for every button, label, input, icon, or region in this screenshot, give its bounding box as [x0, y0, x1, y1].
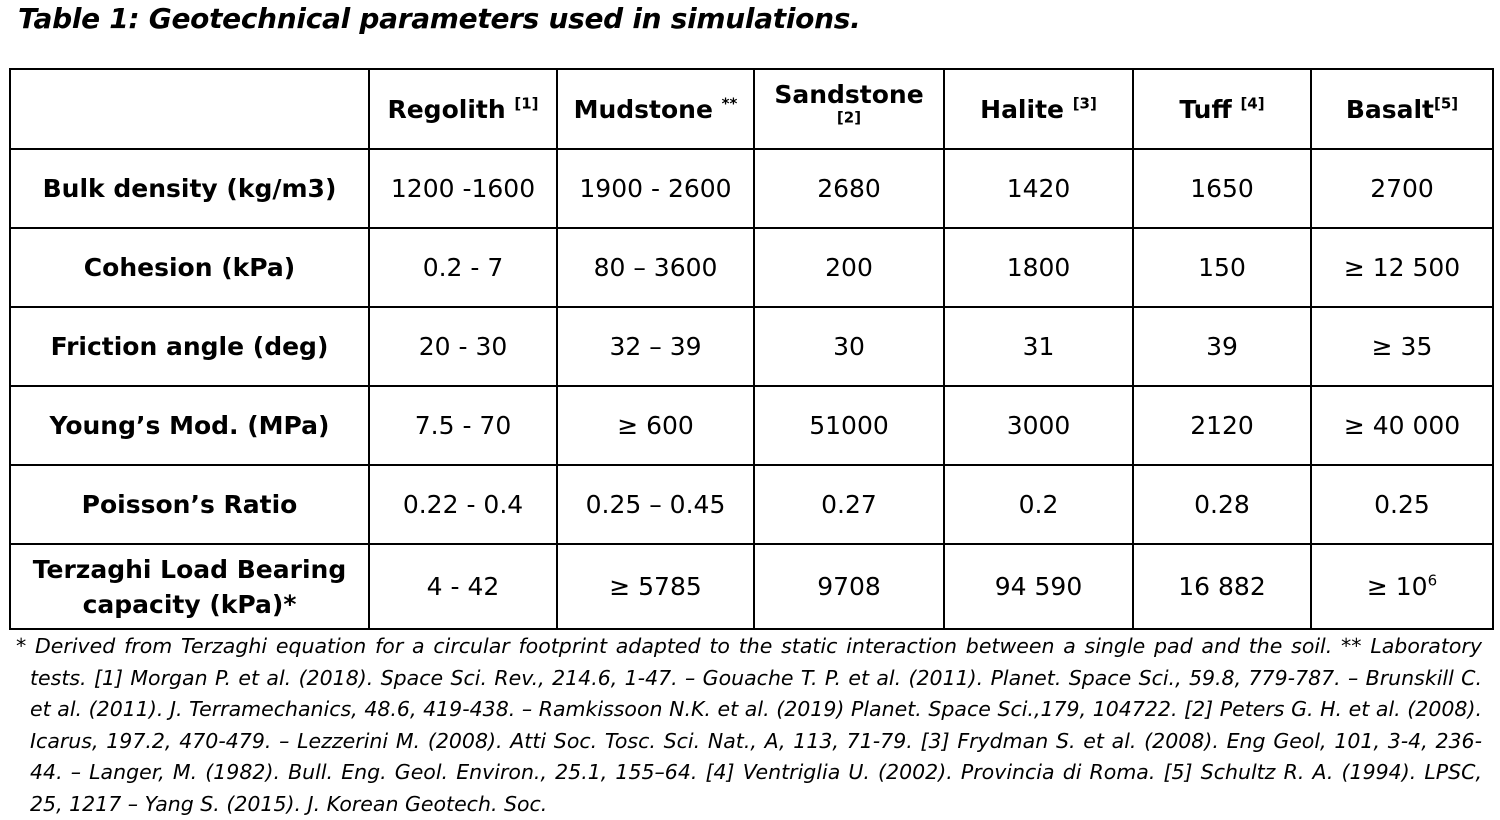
- row-label: Friction angle (deg): [10, 307, 369, 386]
- table-cell: 1650: [1133, 149, 1311, 228]
- table-cell: 39: [1133, 307, 1311, 386]
- row-label: Young’s Mod. (MPa): [10, 386, 369, 465]
- row-label: Poisson’s Ratio: [10, 465, 369, 544]
- table-cell: 20 - 30: [369, 307, 557, 386]
- table-cell: 80 – 3600: [557, 228, 754, 307]
- table-cell: 94 590: [944, 544, 1133, 629]
- row-label: Cohesion (kPa): [10, 228, 369, 307]
- table-cell: 0.22 - 0.4: [369, 465, 557, 544]
- table-caption: Table 1: Geotechnical parameters used in simulations.: [18, 2, 861, 35]
- table-row-terzaghi-capacity: [10, 544, 1493, 629]
- table-cell: 2700: [1311, 149, 1493, 228]
- table-cell: 16 882: [1133, 544, 1311, 629]
- exponent: 6: [1427, 571, 1438, 590]
- column-header-regolith: Regolith [1]: [369, 69, 557, 149]
- table-header-row: [10, 69, 1493, 149]
- table-cell: 0.25: [1311, 465, 1493, 544]
- table-cell: 1200 -1600: [369, 149, 557, 228]
- table-cell: 0.28: [1133, 465, 1311, 544]
- table-cell: 0.27: [754, 465, 944, 544]
- table-cell: 1900 - 2600: [557, 149, 754, 228]
- row-label: Terzaghi Load Bearing capacity (kPa)*: [10, 544, 369, 629]
- table-row-friction-angle: [10, 307, 1493, 386]
- table-cell: 9708: [754, 544, 944, 629]
- table-cell: 7.5 - 70: [369, 386, 557, 465]
- table-cell: 3000: [944, 386, 1133, 465]
- reference-marker: [3]: [1072, 94, 1097, 113]
- table-cell: 1420: [944, 149, 1133, 228]
- table-cell: 200: [754, 228, 944, 307]
- reference-marker: [2]: [836, 108, 862, 127]
- table-cell: ≥ $10^6$: [1311, 544, 1493, 629]
- reference-marker: **: [721, 94, 738, 113]
- table-cell: 4 - 42: [369, 544, 557, 629]
- column-header-basalt: Basalt[5]: [1311, 69, 1493, 149]
- table-cell: 150: [1133, 228, 1311, 307]
- table-cell: 2120: [1133, 386, 1311, 465]
- table-cell: ≥ 5785: [557, 544, 754, 629]
- table-row-poissons-ratio: [10, 465, 1493, 544]
- table-cell: 1800: [944, 228, 1133, 307]
- table-cell: 2680: [754, 149, 944, 228]
- table-cell: 51000: [754, 386, 944, 465]
- column-header-mudstone: Mudstone **: [557, 69, 754, 149]
- table-cell: 31: [944, 307, 1133, 386]
- table-footnote: * Derived from Terzaghi equation for a circular footprint adapted to the static interaction between a single pad and the soil. ** Laboratory tests. [1] Morgan P. et al. (2018). Space Sci. Rev., 214.6, 1-47. – Gouache T. P. et al. (2011). Planet. Space Sci., 59.8, 779-787. – Brunskill C. et al. (2011). J. Terramechanics, 48.6, 419-438. – Ramkissoon N.K. et al. (2019) Planet. Space Sci.,179, 104722. [2] Peters G. H. et al. (2008). Icarus, 197.2, 470-479. – Lezzerini M. (2008). Atti Soc. Tosc. Sci. Nat., A, 113, 71-79. [3] Frydman S. et al. (2008). Eng Geol, 101, 3-4, 236-44. – Langer, M. (1982). Bull. Eng. Geol. Environ., 25.1, 155–64. [4] Ventriglia U. (2002). Provincia di Roma. [5] Schultz R. A. (1994). LPSC, 25, 1217 – Yang S. (2015). J. Korean Geotech. Soc.: [16, 634, 1482, 816]
- header-empty-cell: [10, 69, 369, 149]
- table-cell: 0.2 - 7: [369, 228, 557, 307]
- column-header-tuff: Tuff [4]: [1133, 69, 1311, 149]
- table-row-cohesion: [10, 228, 1493, 307]
- reference-marker: [1]: [514, 94, 539, 113]
- table-cell: ≥ 40 000: [1311, 386, 1493, 465]
- table-cell: 32 – 39: [557, 307, 754, 386]
- table-cell: ≥ 12 500: [1311, 228, 1493, 307]
- reference-marker: [5]: [1434, 94, 1459, 113]
- table-cell: 30: [754, 307, 944, 386]
- reference-marker: [4]: [1240, 94, 1265, 113]
- row-label: Bulk density (kg/m3): [10, 149, 369, 228]
- table-cell: 0.2: [944, 465, 1133, 544]
- table-row-youngs-modulus: [10, 386, 1493, 465]
- table-cell: 0.25 – 0.45: [557, 465, 754, 544]
- table-row-bulk-density: [10, 149, 1493, 228]
- table-cell: ≥ 600: [557, 386, 754, 465]
- column-header-sandstone: Sandstone [2]: [754, 69, 944, 149]
- geotechnical-parameters-table: [9, 68, 1494, 630]
- table-cell: ≥ 35: [1311, 307, 1493, 386]
- column-header-halite: Halite [3]: [944, 69, 1133, 149]
